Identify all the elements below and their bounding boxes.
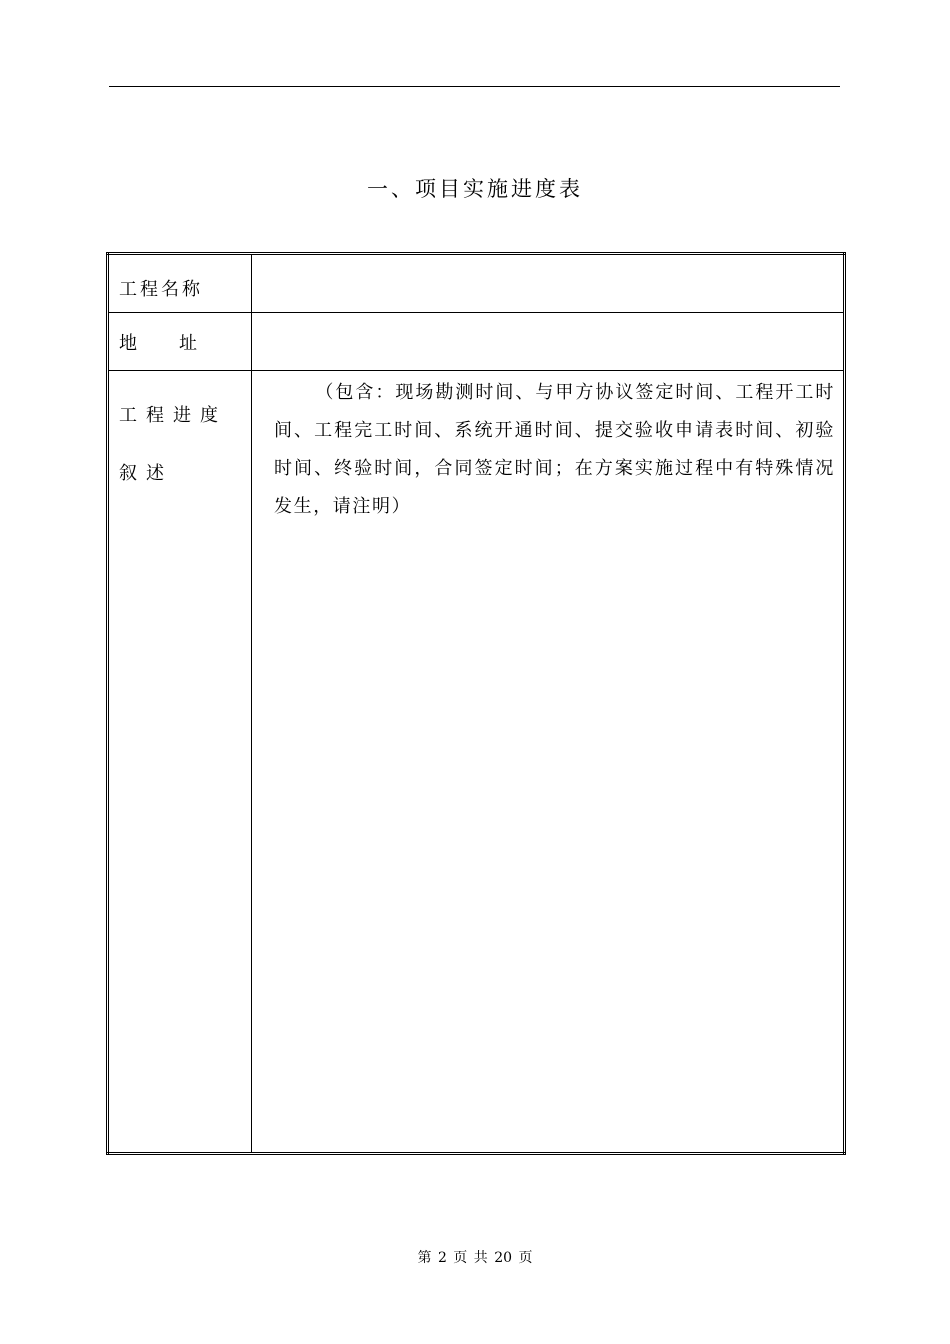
project-name-label: 工程名称 <box>108 254 252 313</box>
progress-row <box>108 371 845 1154</box>
progress-label: 工程进度叙述 <box>108 371 252 1154</box>
address-row <box>108 313 845 371</box>
progress-content[interactable] <box>252 371 845 1154</box>
progress-form-table <box>106 252 846 1155</box>
address-label-char1: 地 <box>119 332 137 354</box>
page-footer: 第 2 页 共 20 页 <box>417 1250 533 1266</box>
header-rule <box>109 86 840 87</box>
page-title: 一、项目实施进度表 <box>367 177 583 201</box>
project-name-value[interactable] <box>252 254 845 313</box>
progress-instruction: （包含：现场勘测时间、与甲方协议签定时间、工程开工时间、工程完工时间、系统开通时间、提交验收申请表时间、初验时间、终验时间，合同签定时间；在方案实施过程中有特殊情况发生，请注明） <box>274 382 835 517</box>
address-label-char2: 址 <box>179 332 197 354</box>
address-value[interactable] <box>252 313 845 371</box>
address-label <box>108 313 252 371</box>
project-name-row <box>108 254 845 313</box>
